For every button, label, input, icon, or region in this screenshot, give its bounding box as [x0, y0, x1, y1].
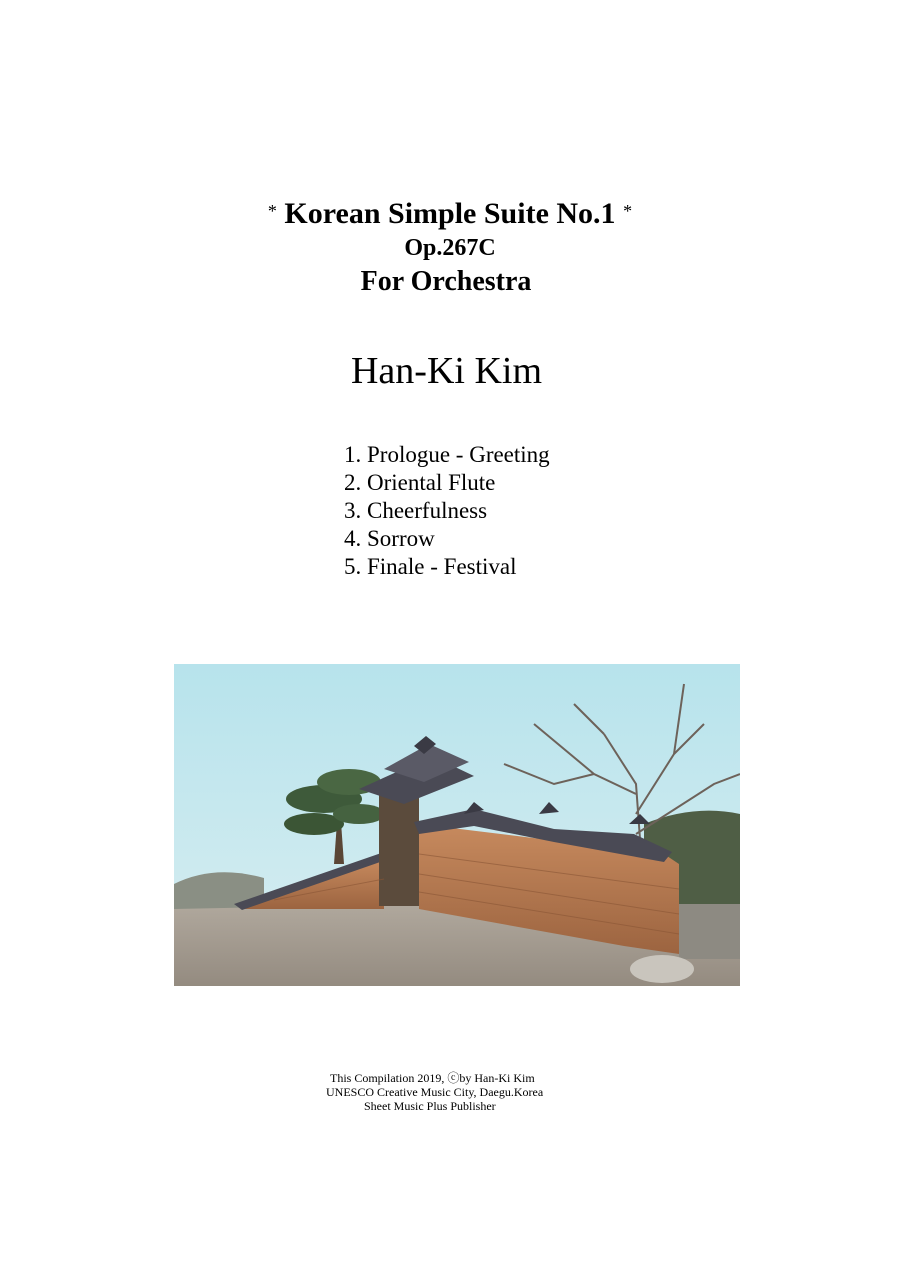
- movement-item: 2. Oriental Flute: [344, 470, 496, 495]
- movement-item: 5. Finale - Festival: [344, 554, 517, 579]
- publisher-line: Sheet Music Plus Publisher: [364, 1099, 496, 1113]
- suite-title: Korean Simple Suite No.1: [284, 197, 616, 230]
- cover-photo-korean-wall: [174, 664, 740, 986]
- location-line: UNESCO Creative Music City, Daegu.Korea: [326, 1085, 544, 1099]
- copyright-line: This Compilation 2019, ⓒby Han-Ki Kim: [330, 1071, 535, 1085]
- copyright-footer: [326, 1071, 543, 1113]
- gate-body: [379, 794, 419, 906]
- movement-item: 1. Prologue - Greeting: [344, 442, 550, 467]
- movement-list: [344, 441, 550, 581]
- boulder: [630, 955, 694, 983]
- composer-name: Han-Ki Kim: [350, 350, 543, 392]
- stone-wall: [679, 904, 740, 959]
- movement-item: 4. Sorrow: [344, 526, 435, 551]
- instrumentation: For Orchestra: [360, 266, 532, 297]
- opus-number: Op.267C: [404, 235, 496, 261]
- movement-item: 3. Cheerfulness: [344, 498, 488, 523]
- suite-title-line: [0, 192, 900, 233]
- title-asterisk-right: *: [623, 201, 633, 221]
- title-asterisk-left: *: [267, 201, 277, 221]
